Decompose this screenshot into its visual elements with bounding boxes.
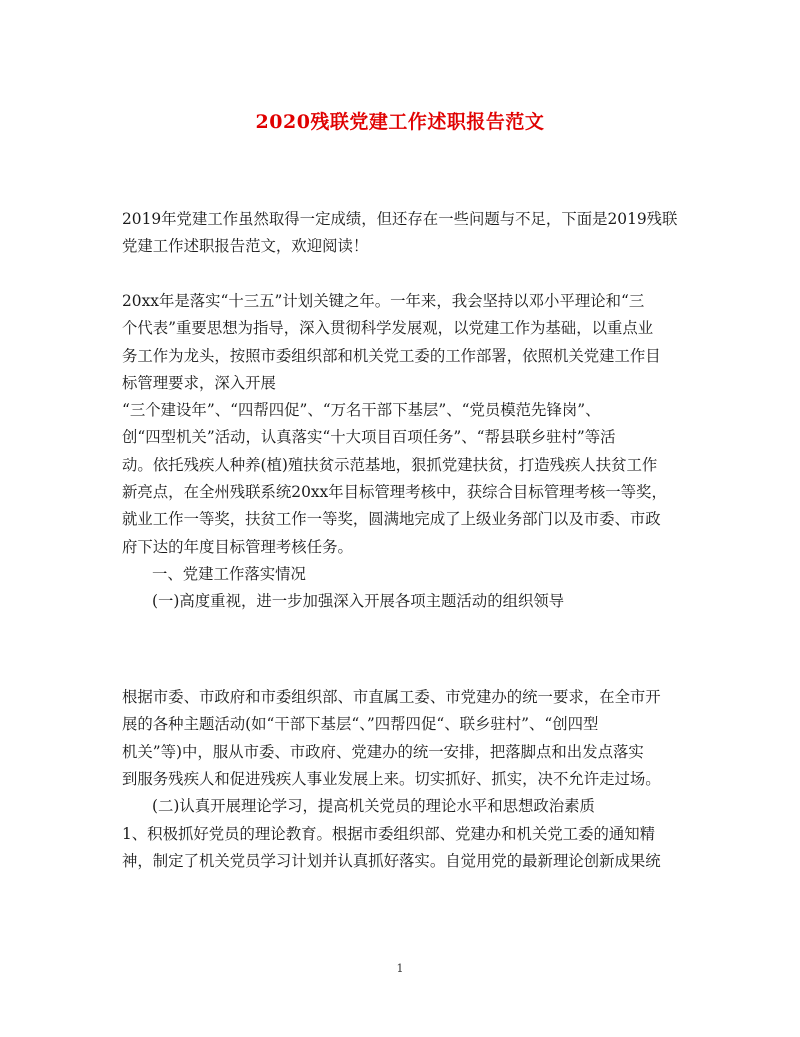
- paragraph-annual-summary: [122, 288, 678, 616]
- paragraph-line: 展的各种主题活动(如“干部下基层“、”四帮四促“、联乡驻村”、“创四型: [122, 715, 599, 734]
- intro-paragraph: [122, 206, 678, 261]
- section-heading: 一、党建工作落实情况: [152, 564, 306, 583]
- paragraph-line: 就业工作一等奖，扶贫工作一等奖，圆满地完成了上级业务部门以及市委、市政: [122, 510, 661, 529]
- subsection-heading: (一)高度重视，进一步加强深入开展各项主题活动的组织领导: [152, 592, 565, 611]
- paragraph-line: 新亮点，在全州残联系统20xx年目标管理考核中，获综合目标管理考核一等奖，: [122, 483, 667, 502]
- paragraph-line: 创“四型机关”活动，认真落实“十大项目百项任务”、“帮县联乡驻村”等活: [122, 428, 616, 447]
- paragraph-line: 到服务残疾人和促进残疾人事业发展上来。切实抓好、抓实，决不允许走过场。: [122, 769, 661, 788]
- paragraph-line: 府下达的年度目标管理考核任务。: [122, 537, 353, 556]
- paragraph-line: 务工作为龙头，按照市委组织部和机关党工委的工作部署，依照机关党建工作目: [122, 346, 661, 365]
- intro-line: 党建工作述职报告范文，欢迎阅读！: [122, 237, 369, 256]
- paragraph-line: 1、积极抓好党员的理论教育。根据市委组织部、党建办和机关党工委的通知精: [122, 825, 656, 843]
- paragraph-activities: [122, 684, 678, 820]
- paragraph-line: “三个建设年”、“四帮四促”、“万名干部下基层”、“党员模范先锋岗”、: [122, 401, 601, 420]
- page-number: 1: [396, 962, 404, 975]
- paragraph-line: 根据市委、市政府和市委组织部、市直属工委、市党建办的统一要求，在全市开: [122, 688, 661, 706]
- paragraph-line: 动。依托残疾人种养(植)殖扶贫示范基地，狠抓党建扶贫，打造残疾人扶贫工作: [122, 455, 658, 474]
- paragraph-line: 神，制定了机关党员学习计划并认真抓好落实。自觉用党的最新理论创新成果统: [122, 852, 661, 871]
- paragraph-line: 个代表”重要思想为指导，深入贯彻科学发展观，以党建工作为基础，以重点业: [122, 319, 654, 338]
- intro-line: 2019年党建工作虽然取得一定成绩，但还存在一些问题与不足，下面是2019残联: [122, 210, 678, 228]
- paragraph-line: 机关”等)中，服从市委、市政府、党建办的统一安排，把落脚点和出发点落实: [122, 742, 644, 761]
- paragraph-line: 标管理要求，深入开展: [122, 373, 276, 392]
- subsection-heading: (二)认真开展理论学习，提高机关党员的理论水平和思想政治素质: [152, 797, 595, 816]
- paragraph-theory-study: [122, 821, 678, 876]
- document-title: 2020残联党建工作述职报告范文: [255, 111, 545, 133]
- paragraph-line: 20xx年是落实“十三五”计划关键之年。一年来，我会坚持以邓小平理论和“三: [122, 292, 645, 310]
